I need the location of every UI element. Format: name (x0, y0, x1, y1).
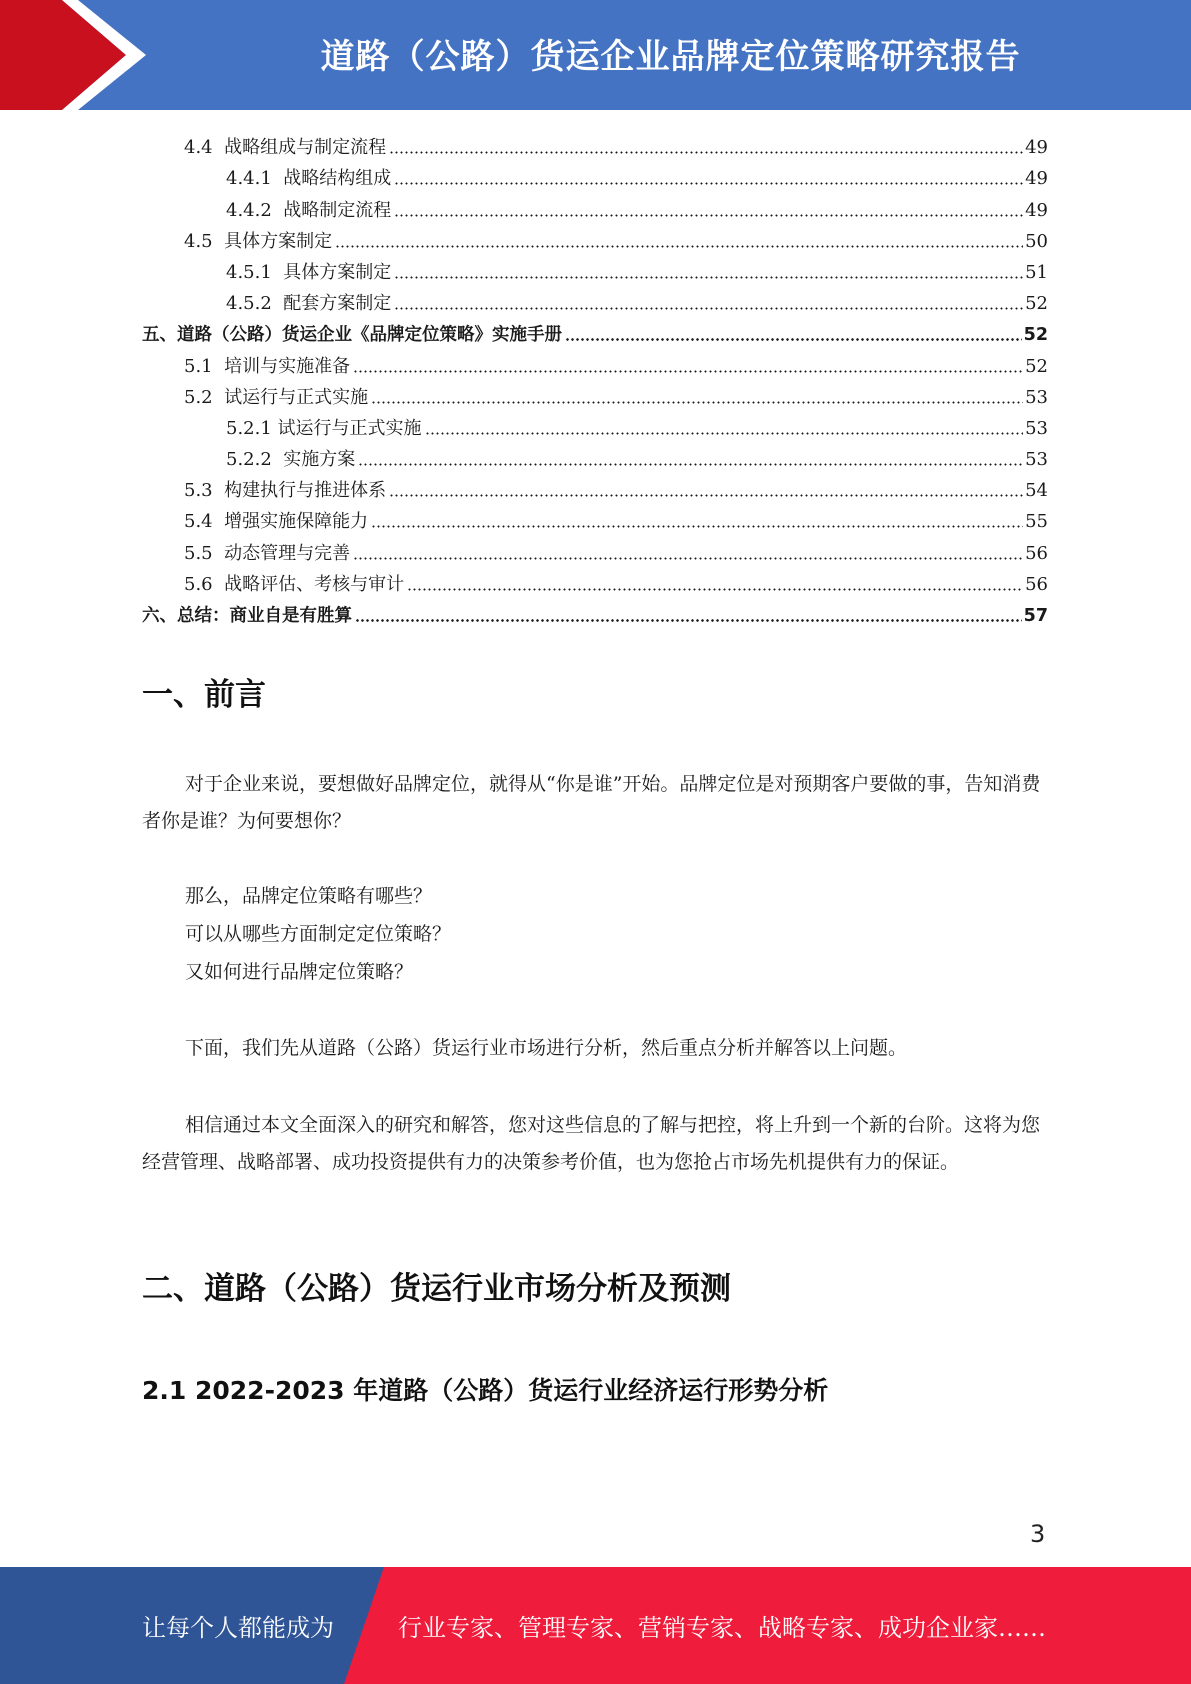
toc-entry[interactable] (142, 378, 1048, 409)
footer-slogan-left: 让每个人都能成为 (142, 1614, 334, 1642)
toc-entry[interactable] (142, 596, 1048, 627)
toc-leader-dots (353, 370, 1023, 373)
toc-entry-label: 5.2.1 试运行与正式实施 (226, 417, 422, 439)
toc-leader-dots (394, 276, 1023, 279)
page-number: 3 (1030, 1520, 1046, 1548)
toc-leader-dots (358, 463, 1023, 466)
toc-entry[interactable] (142, 565, 1048, 596)
toc-leader-dots (394, 182, 1023, 185)
toc-entry-page: 50 (1025, 230, 1048, 252)
toc-leader-dots (355, 619, 1022, 622)
toc-entry-label: 4.4.1 战略结构组成 (226, 168, 392, 190)
toc-entry[interactable] (142, 471, 1048, 502)
paragraph: 下面，我们先从道路（公路）货运行业市场进行分析，然后重点分析并解答以上问题。 (185, 1037, 908, 1059)
toc-entry-page: 52 (1025, 355, 1048, 377)
toc-entry-page: 53 (1025, 386, 1048, 408)
toc-entry-label: 5.6 战略评估、考核与审计 (184, 573, 405, 595)
toc-entry-page: 53 (1025, 417, 1048, 439)
toc-entry[interactable] (142, 253, 1048, 284)
toc-entry[interactable] (142, 409, 1048, 440)
paragraph: 对于企业来说，要想做好品牌定位，就得从“你是谁”开始。品牌定位是对预期客户要做的事，告知消费者你是谁？为何要想你？ (142, 773, 1041, 832)
toc-entry-label: 4.5.1 具体方案制定 (226, 261, 392, 283)
toc-entry-label: 4.5.2 配套方案制定 (226, 293, 392, 315)
toc-leader-dots (389, 494, 1023, 497)
report-title: 道路（公路）货运企业品牌定位策略研究报告 (320, 36, 1021, 77)
toc-entry-label: 5.3 构建执行与推进体系 (184, 480, 387, 502)
footer-slogan-right: 行业专家、管理专家、营销专家、战略专家、成功企业家…… (398, 1614, 1046, 1642)
toc-entry-page: 52 (1025, 293, 1048, 315)
page-header (0, 0, 1191, 110)
question-line: 又如何进行品牌定位策略？ (185, 961, 414, 983)
toc-leader-dots (371, 401, 1023, 404)
question-line: 那么，品牌定位策略有哪些？ (185, 885, 433, 907)
toc-entry-label: 5.4 增强实施保障能力 (184, 511, 369, 533)
toc-leader-dots (565, 338, 1022, 341)
toc-entry[interactable] (142, 284, 1048, 315)
toc-leader-dots (335, 245, 1023, 248)
toc-entry-label: 五、道路（公路）货运企业《品牌定位策略》实施手册 (142, 325, 562, 346)
toc-leader-dots (389, 151, 1023, 154)
toc-entry-page: 57 (1023, 606, 1048, 626)
toc-entry-page: 53 (1025, 449, 1048, 471)
toc-entry[interactable] (142, 315, 1048, 346)
toc-entry[interactable] (142, 190, 1048, 221)
toc-entry[interactable] (142, 222, 1048, 253)
toc-entry-page: 49 (1025, 137, 1048, 159)
question-line: 可以从哪些方面制定定位策略？ (185, 923, 452, 945)
toc-entry-page: 56 (1025, 542, 1048, 564)
section-heading-market-analysis: 二、道路（公路）货运行业市场分析及预测 (142, 1271, 731, 1307)
toc-entry[interactable] (142, 128, 1048, 159)
toc-leader-dots (394, 214, 1023, 217)
toc-entry-page: 56 (1025, 573, 1048, 595)
toc-entry[interactable] (142, 159, 1048, 190)
toc-entry-page: 52 (1023, 325, 1048, 346)
toc-entry-label: 5.5 动态管理与完善 (184, 542, 351, 564)
toc-entry-page: 49 (1025, 199, 1048, 221)
toc-leader-dots (371, 525, 1023, 528)
toc-entry[interactable] (142, 533, 1048, 564)
toc-entry-page: 49 (1025, 168, 1048, 190)
toc-entry[interactable] (142, 440, 1048, 471)
toc-entry-page: 55 (1025, 511, 1048, 533)
toc-entry-label: 4.4.2 战略制定流程 (226, 199, 392, 221)
toc-entry-label: 5.1 培训与实施准备 (184, 355, 351, 377)
toc-leader-dots (425, 432, 1024, 435)
toc-leader-dots (407, 588, 1023, 591)
section-heading-preface: 一、前言 (142, 677, 266, 713)
toc-entry-label: 4.5 具体方案制定 (184, 230, 333, 252)
toc-entry[interactable] (142, 346, 1048, 377)
subsection-heading: 2.1 2022-2023 年道路（公路）货运行业经济运行形势分析 (142, 1376, 829, 1405)
toc-leader-dots (394, 307, 1023, 310)
toc-entry-page: 51 (1025, 261, 1048, 283)
toc-entry-label: 5.2 试运行与正式实施 (184, 386, 369, 408)
toc-entry-page: 54 (1025, 480, 1048, 502)
toc-entry-label: 4.4 战略组成与制定流程 (184, 137, 387, 159)
toc-entry[interactable] (142, 502, 1048, 533)
table-of-contents (142, 128, 1048, 627)
toc-leader-dots (353, 557, 1023, 560)
paragraph: 相信通过本文全面深入的研究和解答，您对这些信息的了解与把控，将上升到一个新的台阶。这将为您经营管理、战略部署、成功投资提供有力的决策参考价值，也为您抢占市场先机提供有力的保证。 (142, 1114, 1041, 1173)
toc-entry-label: 六、总结：商业自是有胜算 (142, 606, 352, 626)
toc-entry-label: 5.2.2 实施方案 (226, 449, 356, 471)
page-footer (0, 1567, 1191, 1684)
